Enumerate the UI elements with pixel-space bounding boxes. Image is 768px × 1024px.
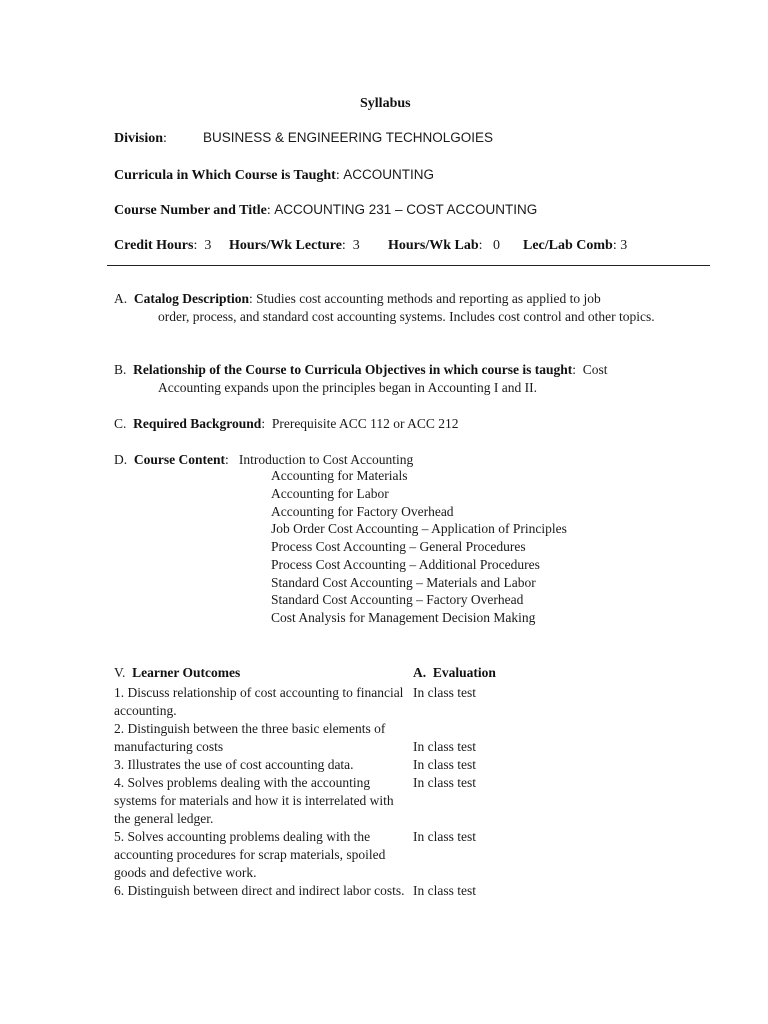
curricula-row: Curricula in Which Course is Taught: ACCOUNTING	[114, 167, 434, 183]
outcome-row	[114, 756, 634, 774]
catalog-description-text: Studies cost accounting methods and reporting as applied to job	[256, 291, 601, 306]
lecture-hours: Hours/Wk Lecture: 3	[229, 238, 360, 253]
course-content-item: Accounting for Labor	[271, 485, 389, 501]
catalog-description-label: Catalog Description	[133, 291, 249, 306]
section-letter: B.	[114, 362, 127, 377]
outcomes-header	[114, 664, 634, 684]
outcome-text: 3. Illustrates the use of cost accounting data.	[114, 757, 354, 772]
section-course-content: D. Course Content: Introduction to Cost Accounting	[114, 452, 414, 467]
outcome-evaluation: In class test	[413, 775, 476, 790]
course-value: ACCOUNTING 231 – COST ACCOUNTING	[274, 202, 538, 217]
division-row: Division:	[114, 131, 167, 146]
relationship-text: Cost	[582, 362, 608, 377]
lec-lab-comb-value: 3	[620, 238, 628, 253]
evaluation-header	[413, 664, 634, 684]
required-background-label: Required Background	[133, 416, 262, 431]
required-background-value: Prerequisite ACC 112 or ACC 212	[271, 416, 459, 431]
section-required-background: C. Required Background: Prerequisite ACC 112 or ACC 212	[114, 416, 459, 431]
outcome-evaluation: In class test	[413, 757, 476, 772]
course-content-item: Standard Cost Accounting – Factory Overhead	[271, 592, 524, 608]
outcome-evaluation: In class test	[413, 685, 476, 700]
division-value: BUSINESS & ENGINEERING TECHNOLGOIES	[203, 130, 494, 145]
outcome-text: 6. Distinguish between direct and indirect labor costs.	[114, 883, 405, 898]
header-num: A.	[413, 665, 427, 680]
catalog-description-cont: order, process, and standard cost accounting systems. Includes cost control and other topics.	[158, 309, 655, 324]
curricula-label: Curricula in Which Course is Taught	[114, 168, 336, 183]
lecture-hours-value: 3	[352, 238, 360, 253]
outcome-rows	[114, 684, 634, 900]
header-num: V.	[114, 665, 126, 680]
section-letter: C.	[114, 416, 127, 431]
outcome-row	[114, 828, 634, 882]
course-content-item: Process Cost Accounting – General Procedures	[271, 539, 526, 554]
outcome-text: 2. Distinguish between the three basic elements of manufacturing costs	[114, 721, 386, 754]
curricula-value: ACCOUNTING	[343, 167, 434, 182]
division-label: Division	[114, 131, 164, 146]
outcomes-table	[114, 664, 634, 900]
outcome-text: 4. Solves problems dealing with the accounting systems for materials and how it is interrelated with the general ledger.	[114, 775, 394, 826]
course-content-item: Standard Cost Accounting – Materials and Labor	[271, 574, 536, 590]
course-label: Course Number and Title	[114, 203, 267, 218]
relationship-label: Relationship of the Course to Curricula Objectives in which course is taught	[133, 362, 573, 377]
course-content-item: Accounting for Factory Overhead	[271, 503, 454, 519]
course-content-item: Job Order Cost Accounting – Application of Principles	[271, 521, 567, 537]
page-title: Syllabus	[360, 96, 411, 111]
section-catalog-description: A. Catalog Description: Studies cost accounting methods and reporting as applied to job order, process, and standard cost accounting systems. Includes cost control and other topics.	[114, 290, 674, 326]
evaluation-label: Evaluation	[432, 665, 496, 680]
course-content-label: Course Content	[133, 452, 225, 467]
course-row: Course Number and Title: ACCOUNTING 231 – COST ACCOUNTING	[114, 202, 538, 218]
section-letter: A.	[114, 291, 128, 306]
course-content-item: Accounting for Materials	[271, 468, 408, 483]
section-relationship: B. Relationship of the Course to Curricula Objectives in which course is taught: Cost Accounting expands upon the principles began in Accounting I and II.	[114, 361, 659, 397]
lecture-hours-label: Hours/Wk Lecture	[229, 238, 342, 253]
horizontal-divider	[107, 265, 710, 266]
outcome-row	[114, 720, 634, 756]
lec-lab-comb: Lec/Lab Comb: 3	[523, 238, 628, 253]
outcome-evaluation: In class test	[413, 829, 476, 844]
course-content-item: Cost Analysis for Management Decision Making	[271, 610, 536, 625]
credit-hours-label: Credit Hours	[114, 238, 194, 253]
outcome-row	[114, 684, 634, 720]
course-content-first: Introduction to Cost Accounting	[238, 452, 414, 467]
outcome-text: 1. Discuss relationship of cost accounting to financial accounting.	[114, 685, 404, 718]
outcome-evaluation: In class test	[413, 883, 476, 898]
hours-row: Credit Hours: 3	[114, 238, 212, 253]
outcome-text: 5. Solves accounting problems dealing with the accounting procedures for scrap materials, spoiled goods and defective work.	[114, 829, 386, 880]
course-content-item: Process Cost Accounting – Additional Procedures	[271, 556, 540, 572]
lab-hours-value: 0	[493, 238, 501, 253]
lab-hours: Hours/Wk Lab: 0	[388, 238, 501, 253]
relationship-cont: Accounting expands upon the principles began in Accounting I and II.	[158, 380, 538, 395]
outcome-row	[114, 774, 634, 828]
lab-hours-label: Hours/Wk Lab	[388, 238, 479, 253]
course-content-list	[271, 467, 567, 627]
outcome-row	[114, 882, 634, 900]
credit-hours-value: 3	[204, 238, 212, 253]
learner-outcomes-header	[114, 664, 413, 684]
outcome-evaluation: In class test	[413, 739, 476, 754]
lec-lab-comb-label: Lec/Lab Comb	[523, 238, 613, 253]
section-letter: D.	[114, 452, 128, 467]
learner-outcomes-label: Learner Outcomes	[132, 665, 241, 680]
